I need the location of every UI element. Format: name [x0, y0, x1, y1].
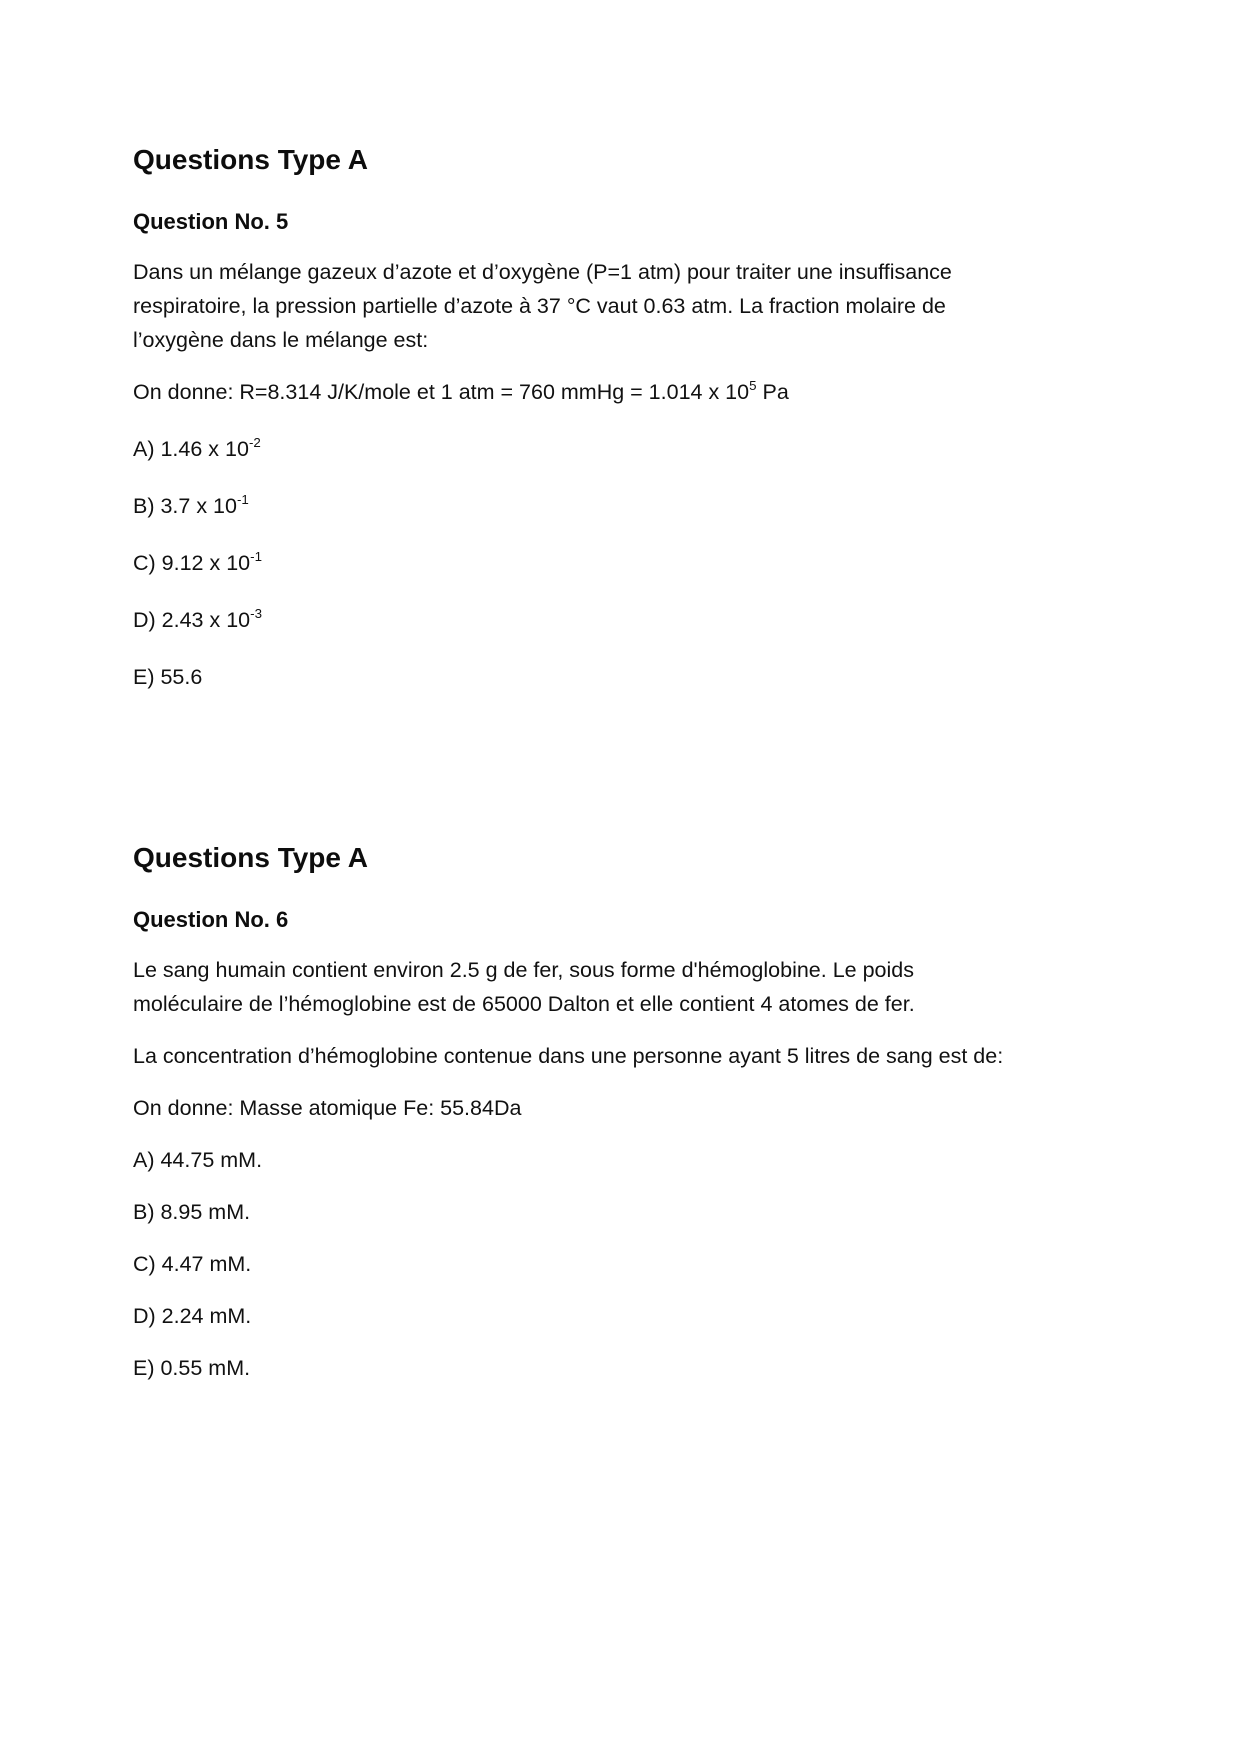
question-5-text-line-1: Dans un mélange gazeux d’azote et d’oxygène (P=1 atm) pour traiter une insuffisance — [133, 260, 952, 284]
option-b-q6 — [133, 1195, 1131, 1229]
option-text: D) 2.43 x 10 — [133, 608, 251, 632]
option-text: D) 2.24 mM. — [133, 1304, 252, 1328]
option-text: B) 3.7 x 10 — [133, 494, 237, 518]
option-text: C) 9.12 x 10 — [133, 551, 251, 575]
given-unit: Pa — [756, 380, 789, 404]
question-6-text-line-2: moléculaire de l’hémoglobine est de 65000 Dalton et elle contient 4 atomes de fer. — [133, 992, 915, 1016]
question-6-text — [133, 953, 1131, 1021]
option-c-q5 — [133, 546, 1131, 580]
section-title-q6: Questions Type A — [133, 842, 368, 873]
option-text: A) 1.46 x 10 — [133, 437, 249, 461]
question-6-text-line-1: Le sang humain contient environ 2.5 g de fer, sous forme d'hémoglobine. Le poids — [133, 958, 915, 982]
question-6-given: On donne: Masse atomique Fe: 55.84Da — [133, 1096, 522, 1120]
question-5-text — [133, 255, 1131, 357]
option-b-q5 — [133, 489, 1131, 523]
option-a-q6 — [133, 1143, 1131, 1177]
question-5-text-line-3: l’oxygène dans le mélange est: — [133, 328, 429, 352]
option-text: C) 4.47 mM. — [133, 1252, 252, 1276]
question-6-text-2: La concentration d’hémoglobine contenue dans une personne ayant 5 litres de sang est de: — [133, 1044, 1004, 1068]
given-text: On donne: R=8.314 J/K/mole et 1 atm = 760 mmHg = 1.014 x 10 — [133, 380, 750, 404]
question-5-text-line-2: respiratoire, la pression partielle d’azote à 37 °C vaut 0.63 atm. La fraction molaire de — [133, 294, 946, 318]
option-e-q6 — [133, 1351, 1131, 1385]
section-title-q5: Questions Type A — [133, 144, 368, 175]
option-a-q5 — [133, 432, 1131, 466]
question-6-section — [133, 841, 1131, 1385]
option-d-q5 — [133, 603, 1131, 637]
question-5-section — [133, 143, 1131, 694]
option-c-q6 — [133, 1247, 1131, 1281]
option-text: E) 55.6 — [133, 665, 203, 689]
question-number-q5: Question No. 5 — [133, 209, 289, 234]
option-exponent: -1 — [236, 491, 249, 507]
option-exponent: -2 — [248, 434, 261, 450]
option-exponent: -3 — [250, 605, 262, 621]
option-text: A) 44.75 mM. — [133, 1148, 263, 1172]
given-exponent: 5 — [749, 377, 757, 393]
question-5-given — [133, 375, 1131, 409]
option-e-q5 — [133, 660, 1131, 694]
option-d-q6 — [133, 1299, 1131, 1333]
question-number-q6: Question No. 6 — [133, 907, 289, 932]
option-text: E) 0.55 mM. — [133, 1356, 251, 1380]
option-text: B) 8.95 mM. — [133, 1200, 251, 1224]
option-exponent: -1 — [250, 548, 262, 564]
